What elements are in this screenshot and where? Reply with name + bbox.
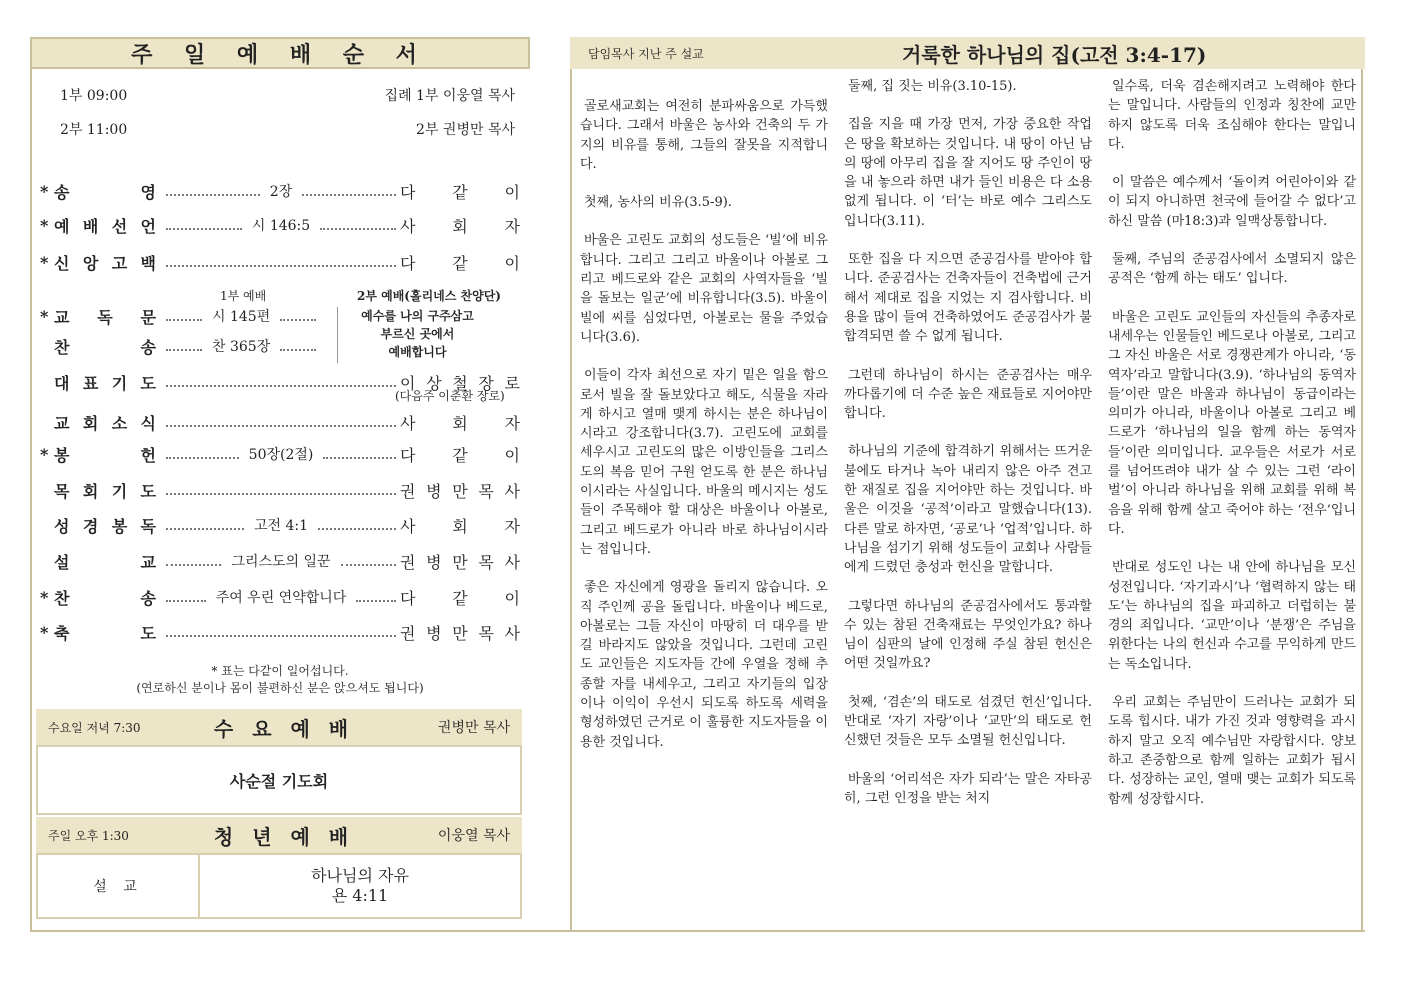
leader-dots xyxy=(302,194,396,196)
leader-dots xyxy=(166,349,202,351)
star-mark: * xyxy=(40,444,49,464)
sermon-paragraph: 둘째, 주님의 준공검사에서 소멸되지 않은 공적은 ‘함께 하는 태도’ 입니다. xyxy=(1108,252,1356,287)
sermon-title: 거룩한 하나님의 집(고전 3:4-17) xyxy=(902,42,1207,67)
order-item-role: 권 병 만 목 사 xyxy=(400,481,520,501)
leader-dots xyxy=(166,319,202,321)
youth-content xyxy=(36,853,522,919)
youth-leader: 이웅열 목사 xyxy=(437,828,510,844)
youth-sermon xyxy=(200,855,520,917)
leader-dots xyxy=(280,319,316,321)
sermon-header xyxy=(570,37,1365,69)
star-mark: * xyxy=(40,181,49,201)
leader-dots xyxy=(166,425,396,427)
leader-dots xyxy=(166,564,221,566)
leader-dots xyxy=(356,600,396,602)
order-item-label: 찬 송 xyxy=(54,337,156,357)
note-line: 부르신 곳에서 xyxy=(380,327,455,341)
wednesday-leader: 권병만 목사 xyxy=(437,720,510,736)
wednesday-content: 사순절 기도회 xyxy=(36,745,522,815)
split-head-first-service: 1부 예배 xyxy=(220,289,267,303)
sermon-column-1 xyxy=(580,97,828,752)
order-item-detail: 그리스도의 일꾼 xyxy=(231,554,331,570)
leader-dots xyxy=(166,265,396,267)
leader-dots xyxy=(318,528,396,530)
youth-service-bar xyxy=(36,817,522,853)
order-item xyxy=(40,619,520,645)
leader-dots xyxy=(280,349,316,351)
order-item-role: 다 같 이 xyxy=(400,182,520,202)
order-item-label: 목 회 기 도 xyxy=(54,481,156,501)
youth-time: 주일 오후 1:30 xyxy=(48,828,129,843)
order-item-label: 신 앙 고 백 xyxy=(54,253,156,273)
order-item xyxy=(40,178,520,204)
star-mark: * xyxy=(40,587,49,607)
order-item-label: 교 독 문 xyxy=(54,307,156,327)
order-item-label: 설 교 xyxy=(54,552,156,572)
order-item-role: 사 회 자 xyxy=(400,516,520,536)
star-mark: * xyxy=(40,215,49,235)
order-item xyxy=(40,548,520,574)
sermon-paragraph: 그런데 하나님이 하시는 준공검사는 매우 까다롭기에 더 수준 높은 재료들로 지어야만 합니다. xyxy=(844,367,1092,422)
order-item-role: 다 같 이 xyxy=(400,253,520,273)
schedule-leader: 2부 권병만 목사 xyxy=(416,122,515,138)
sermon-paragraph: 우리 교회는 주님만이 드러나는 교회가 되도록 힙시다. 내가 가진 것과 영향력을 과시하지 말고 오직 예수님만 자랑합시다. 양보하고 존중함으로 함께 일하는 교회가 됩시다. 성장하는 교인, 열매 맺는 교회가 되도록 함께 성장합시다. xyxy=(1108,695,1356,807)
order-item-role: 사 회 자 xyxy=(400,413,520,433)
order-item-role: 권 병 만 목 사 xyxy=(400,623,520,643)
worship-order-panel xyxy=(30,37,530,932)
sermon-paragraph: 이들이 각자 최선으로 자기 밑은 일을 함으로서 빌을 잘 돌보았다고 해도, 식물을 자라게 하시고 열매 맺게 하시는 분은 하나님이시라고 강조합니다(3.7). 고린도에 교회를 세우시고 고린도의 많은 이방인들을 그리스도의 복음 믿어 구원 얻도록 한 분은 하나님이시라는 사실입니다. 바울의 메시지는 성도들이 주목해야 할 대상은 바울이나 아볼로, 그리고 베드로가 아니라 바로 하나님이시라는 점입니다. xyxy=(580,368,828,557)
order-item xyxy=(40,477,520,503)
second-service-note xyxy=(337,307,497,363)
leader-dots xyxy=(166,385,396,387)
leader-dots xyxy=(166,457,239,459)
worship-order-title: 주 일 예 배 순 서 xyxy=(30,37,530,69)
order-item-detail: 찬 365장 xyxy=(212,339,271,355)
sermon-paragraph: 첫째, 농사의 비유(3.5-9). xyxy=(584,195,732,211)
leader-dots xyxy=(341,564,396,566)
youth-sermon-title: 하나님의 자유 xyxy=(311,866,409,885)
leader-dots xyxy=(166,635,396,637)
sermon-paragraph: 바울은 고린도 교회의 성도들은 ‘빌’에 비유합니다. 그리고 그리고 바울이나 아볼로 그리고 베드로와 같은 교회의 사역자들을 ‘빌을 돌보는 일군’에 비유합니다(3.5). 바울이 빌에 씨를 심었다면, 아볼로는 물을 주었습니다(3.6). xyxy=(580,233,828,345)
sermon-paragraph: 그렇다면 하나님의 준공검사에서도 통과할 수 있는 참된 건축재료는 무엇인가요? 하나님이 심판의 날에 인정해 주실 참된 헌신은 어떤 것일까요? xyxy=(844,598,1092,672)
schedule-row-2 xyxy=(60,119,515,139)
sermon-paragraph: 바울은 고린도 교인들의 자신들의 추종자로 내세우는 인물들인 베드로나 아볼로, 그리고 그 자신 바울은 서로 경쟁관계가 아니라, ‘동역자’라고 말합니다(3.9). ‘하나님의 동역자들’이란 말은 바울과 하나님이 동급이라는 의미가 아니라, 바울이나 아볼로 그리고 베드로가 ‘하나님의 일을 함께 하는 동역자들’이란 의미입니다. 교우들은 서로가 서로를 넘어뜨려야 내가 살 수 있는 그런 ‘라이벌’이 아니라 하나님을 위해 교회를 위해 복음을 위해 함께 살고 죽어야 하는 ‘전우’입니다. xyxy=(1108,309,1356,537)
youth-sermon-verse: 욘 4:11 xyxy=(331,886,389,905)
leader-dots xyxy=(166,228,242,230)
sermon-column-2 xyxy=(844,77,1092,808)
order-item-detail: 시 145편 xyxy=(212,309,271,325)
note-line: 예수를 나의 구주삼고 xyxy=(361,309,474,323)
order-item-role: 다 같 이 xyxy=(400,588,520,608)
order-item-detail: 고전 4:1 xyxy=(253,518,309,534)
order-item-detail: 주여 우린 연약합니다 xyxy=(215,590,347,606)
note-line: 예배합니다 xyxy=(388,345,447,359)
sermon-paragraph: 또한 집을 다 지으면 준공검사를 받아야 합니다. 준공검사는 건축자들이 건축법에 근거해서 제대로 집을 지었는 지 검사합니다. 비용을 많이 들여 건축하였어도 준공검사가 불합격되면 쓸 수 없게 됩니다. xyxy=(844,252,1092,345)
youth-title: 청 년 예 배 xyxy=(213,824,355,849)
leader-dots xyxy=(166,600,206,602)
sermon-paragraph: 첫째, ‘겸손’의 태도로 섬겼던 헌신’입니다. 반대로 ‘자기 자랑’이나 ‘교만’의 태도로 헌신했던 것들은 모두 소멸될 헌신입니다. xyxy=(844,694,1092,749)
order-item xyxy=(40,212,520,238)
sermon-paragraph: 하나님의 기준에 합격하기 위해서는 뜨거운 불에도 타거나 녹아 내리지 않은 아주 견고한 재질로 집을 지어야만 하는 것입니다. 바울은 이것을 ‘공적’이라고 말했습니다(13). 다른 말로 하자면, ‘공로’나 ‘업적’입니다. 하나님을 섬기기 위해 성도들이 교회나 사람들에게 드렸던 충성과 헌신을 말합니다. xyxy=(844,444,1092,576)
leader-dots xyxy=(323,457,396,459)
youth-cell-label: 설 교 xyxy=(38,855,200,917)
sermon-paragraph: 집을 지을 때 가장 먼저, 가장 중요한 작업은 땅을 확보하는 것입니다. 내 땅이 아닌 남의 땅에 아무리 집을 잘 지어도 땅 주인이 땅을 내 놓으라 하면 내가 들인 비용은 다 소용없게 됩니다. 이 ‘터’는 바로 예수 그리스도입니다(3.11). xyxy=(844,117,1092,229)
schedule-time: 2부 11:00 xyxy=(60,122,128,138)
order-item-role: 권 병 만 목 사 xyxy=(400,552,520,572)
order-item-label: 봉 헌 xyxy=(54,445,156,465)
schedule-time: 1부 09:00 xyxy=(60,88,128,104)
order-item-label: 성 경 봉 독 xyxy=(54,516,156,536)
order-item xyxy=(40,441,520,467)
order-item-label: 축 도 xyxy=(54,623,156,643)
star-mark: * xyxy=(40,306,49,326)
sermon-column-3 xyxy=(1108,77,1356,809)
order-item-detail: 2장 xyxy=(269,184,293,200)
wednesday-title: 수 요 예 배 xyxy=(213,716,355,741)
sermon-paragraph: 반대로 성도인 나는 내 안에 하나님을 모신 성전입니다. ‘자기과시’나 ‘협력하지 않는 태도’는 하나님의 집을 파괴하고 더럽히는 불경의 죄입니다. ‘교만’이나 ‘분쟁’은 주님을 위한다는 나의 헌신과 수고를 무익하게 만드는 독소입니다. xyxy=(1108,560,1356,672)
star-mark: * xyxy=(40,622,49,642)
order-item-detail: 50장(2절) xyxy=(248,447,314,463)
order-item xyxy=(40,409,520,435)
leader-dots xyxy=(166,194,260,196)
leader-dots xyxy=(166,528,244,530)
order-item-role: 다 같 이 xyxy=(400,445,521,465)
next-week-prayer-note: (다음주 이춘환 장로) xyxy=(395,389,505,403)
order-item-label: 찬 송 xyxy=(54,588,156,608)
star-mark: * xyxy=(40,252,49,272)
order-item xyxy=(40,249,520,275)
order-item-label: 교 회 소 식 xyxy=(54,413,156,433)
schedule-leader: 집례 1부 이웅열 목사 xyxy=(384,88,515,104)
sermon-paragraph: 좋은 자신에게 영광을 돌리지 않습니다. 오직 주인께 공을 돌립니다. 바울이나 베드로, 아볼로는 그들 자신이 마땅히 더 대우를 받길 바라지도 않았을 것입니다. 그런데 고린도 교인들은 지도자들 간에 우열을 정해 추종할 자를 내세우고, 그리고 자기들의 입장이나 이익이 우선시 되도록 하도록 세력을 형성하였던 근거로 이 훌륭한 지도자들을 이용한 것입니다. xyxy=(580,580,828,750)
bottom-divider xyxy=(30,930,1365,932)
sermon-paragraph: 골로새교회는 여전히 분파싸움으로 가득했습니다. 그래서 바울은 농사와 건축의 두 가지의 비유를 통해, 그들의 잘못을 지적합니다. xyxy=(580,99,828,172)
order-item xyxy=(40,584,520,610)
order-item-role: 사 회 자 xyxy=(400,216,521,236)
order-item-label: 송 영 xyxy=(54,182,156,202)
order-item-detail: 시 146:5 xyxy=(251,218,311,234)
sermon-paragraph: 이 말씀은 예수께서 ‘돌이켜 어린아이와 같이 되지 아니하면 천국에 들어갈 수 없다’고 하신 말씀 (마18:3)과 일맥상통합니다. xyxy=(1108,175,1356,229)
wednesday-time: 수요일 저녁 7:30 xyxy=(48,720,141,735)
leader-dots xyxy=(320,228,396,230)
split-head-second-service: 2부 예배(홀리네스 찬양단) xyxy=(357,289,501,303)
order-item-label: 예 배 선 언 xyxy=(54,216,156,236)
star-note-line: (연로하신 분이나 몸이 불편하신 분은 앉으셔도 됩니다) xyxy=(136,681,424,695)
sermon-paragraph: 둘째, 집 짓는 비유(3.10-15). xyxy=(848,79,1017,94)
order-item-label: 대 표 기 도 xyxy=(54,373,156,393)
order-item xyxy=(40,512,520,538)
wednesday-service-bar xyxy=(36,709,522,745)
star-note-line: * 표는 다같이 일어섭니다. xyxy=(211,664,349,678)
sermon-paragraph: 일수록, 더욱 겸손해지려고 노력해야 한다는 말입니다. 사람들의 인정과 칭찬에 교만하지 않도록 더욱 조심해야 한다는 말입니다. xyxy=(1108,79,1356,152)
schedule-row-1 xyxy=(60,85,515,105)
star-note xyxy=(30,663,530,697)
sermon-paragraph: 바울의 ‘어리석은 자가 되라’는 말은 자타공히, 그런 인정을 받는 처지 xyxy=(844,771,1092,806)
sermon-panel xyxy=(570,37,1363,932)
sermon-tag: 담임목사 지난 주 설교 xyxy=(588,46,704,61)
leader-dots xyxy=(166,493,396,495)
order-item-role: 이 상 철 장 로 xyxy=(400,373,520,393)
